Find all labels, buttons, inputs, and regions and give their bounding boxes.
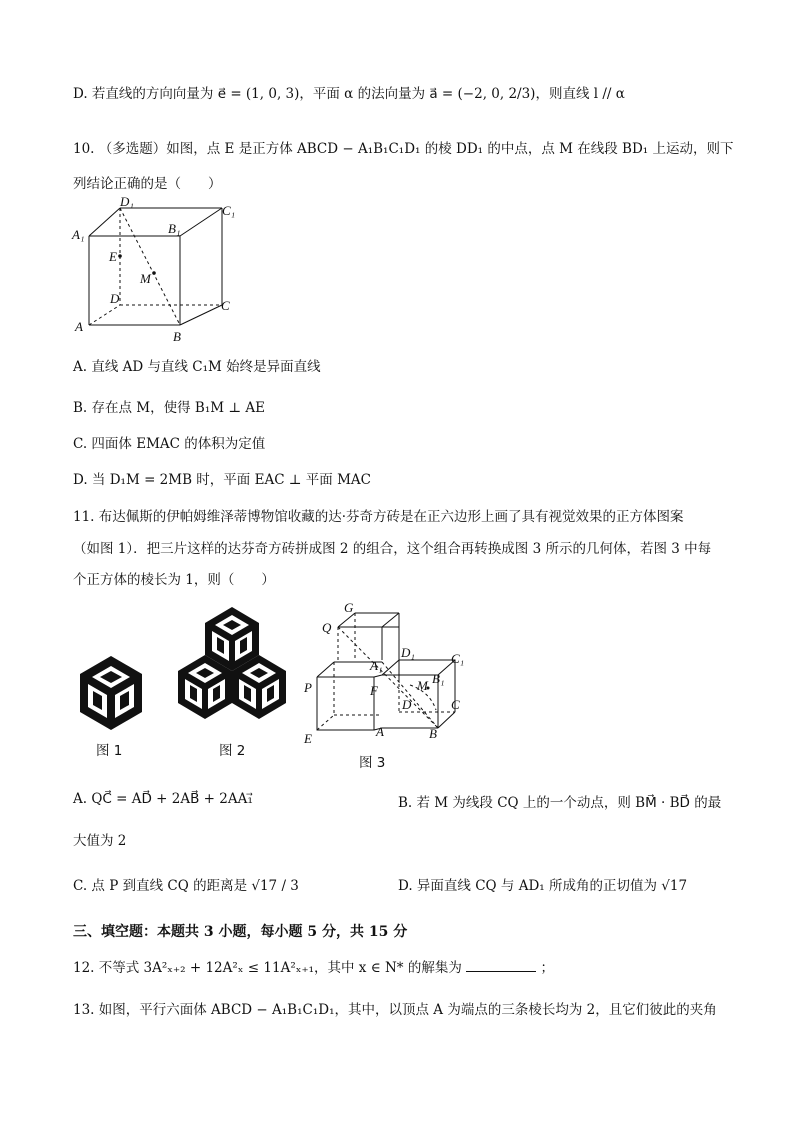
q12-text: 12. 不等式 3A²ₓ₊₂ + 12A²ₓ ≤ 11A²ₓ₊₁，其中 x ∈ N* 的解集为 [73, 960, 462, 976]
q10-stem-line2: 列结论正确的是（ ） [73, 176, 222, 192]
label-d1: D₁ [401, 645, 415, 660]
label-q: Q [322, 620, 332, 635]
q12-text-row [73, 956, 554, 976]
label-p: P [304, 680, 312, 695]
label-m: M [140, 271, 151, 286]
q10-cube-figure [70, 195, 250, 345]
label-e: E [109, 249, 117, 264]
label-c1: C₁ [451, 651, 465, 666]
q10-option-a: A. 直线 AD 与直线 C₁M 始终是异面直线 [73, 359, 321, 375]
section3-heading: 三、填空题：本题共 3 小题，每小题 5 分，共 15 分 [73, 924, 408, 940]
q11-fig1-caption: 图 1 [96, 743, 123, 759]
label-d: D [110, 291, 120, 306]
q11-figure2-tiles [175, 607, 295, 722]
label-c: C [451, 697, 460, 712]
q11-option-b-line1: B. 若 M 为线段 CQ 上的一个动点，则 BM⃗ · BD⃗ 的最 [398, 795, 722, 811]
q11-stem-line2: （如图 1）．把三片这样的达芬奇方砖拼成图 2 的组合，这个组合再转换成图 3 所示的几何体，若图 3 中每 [73, 541, 712, 557]
q11-figure1-tile [76, 656, 146, 736]
point-e [118, 254, 122, 258]
label-b: B [173, 329, 181, 344]
label-b: B [429, 726, 437, 741]
label-d1: D₁ [120, 194, 134, 209]
q11-option-a: A. QC⃗ = AD⃗ + 2AB⃗ + 2AA₁⃗ [73, 791, 253, 807]
label-b1: B₁ [432, 671, 445, 686]
q10-option-c: C. 四面体 EMAC 的体积为定值 [73, 436, 266, 452]
edge [89, 208, 120, 236]
q11-option-b-line2: 大值为 2 [73, 833, 127, 849]
q12-answer-blank[interactable] [466, 959, 536, 972]
label-d: D [402, 697, 412, 712]
q11-fig3-caption: 图 3 [359, 755, 386, 771]
edge-hidden [89, 305, 120, 325]
q10-option-d: D. 当 D₁M = 2MB 时，平面 EAC ⊥ 平面 MAC [73, 472, 371, 488]
label-f: F [370, 683, 378, 698]
edge [180, 305, 222, 325]
q12-tail: ； [540, 960, 554, 976]
label-g: G [344, 600, 354, 615]
q10-option-b: B. 存在点 M，使得 B₁M ⊥ AE [73, 400, 265, 416]
q13-text: 13. 如图，平行六面体 ABCD − A₁B₁C₁D₁，其中，以顶点 A 为端点的三条棱长均为 2，且它们彼此的夹角 [73, 1002, 717, 1018]
label-e: E [304, 731, 312, 746]
label-b1: B₁ [168, 221, 181, 236]
label-c1: C₁ [222, 203, 236, 218]
label-a: A [376, 724, 384, 739]
q11-figure3-solid [300, 600, 470, 745]
label-a1: A₁ [370, 658, 383, 673]
edge [180, 208, 222, 236]
q9-option-d: D. 若直线的方向向量为 e⃗ = (1, 0, 3)，平面 α 的法向量为 a⃗ = (−2, 0, 2/3)，则直线 l // α [73, 86, 625, 102]
q11-stem-line3: 个正方体的棱长为 1，则（ ） [73, 572, 275, 588]
label-m: M [417, 678, 428, 693]
q10-stem-line1: 10. （多选题）如图，点 E 是正方体 ABCD − A₁B₁C₁D₁ 的棱 DD₁ 的中点，点 M 在线段 BD₁ 上运动，则下 [73, 141, 734, 157]
label-a: A [75, 319, 83, 334]
q11-option-c: C. 点 P 到直线 CQ 的距离是 √17 / 3 [73, 878, 299, 894]
point-m [152, 271, 156, 275]
label-a1: A₁ [72, 227, 85, 242]
q11-option-d: D. 异面直线 CQ 与 AD₁ 所成角的正切值为 √17 [398, 878, 688, 894]
q11-fig2-caption: 图 2 [219, 743, 246, 759]
q11-stem-line1: 11. 布达佩斯的伊帕姆维泽蒂博物馆收藏的达·芬奇方砖是在正六边形上画了具有视觉效果的正方体图案 [73, 509, 684, 525]
label-c: C [221, 298, 230, 313]
